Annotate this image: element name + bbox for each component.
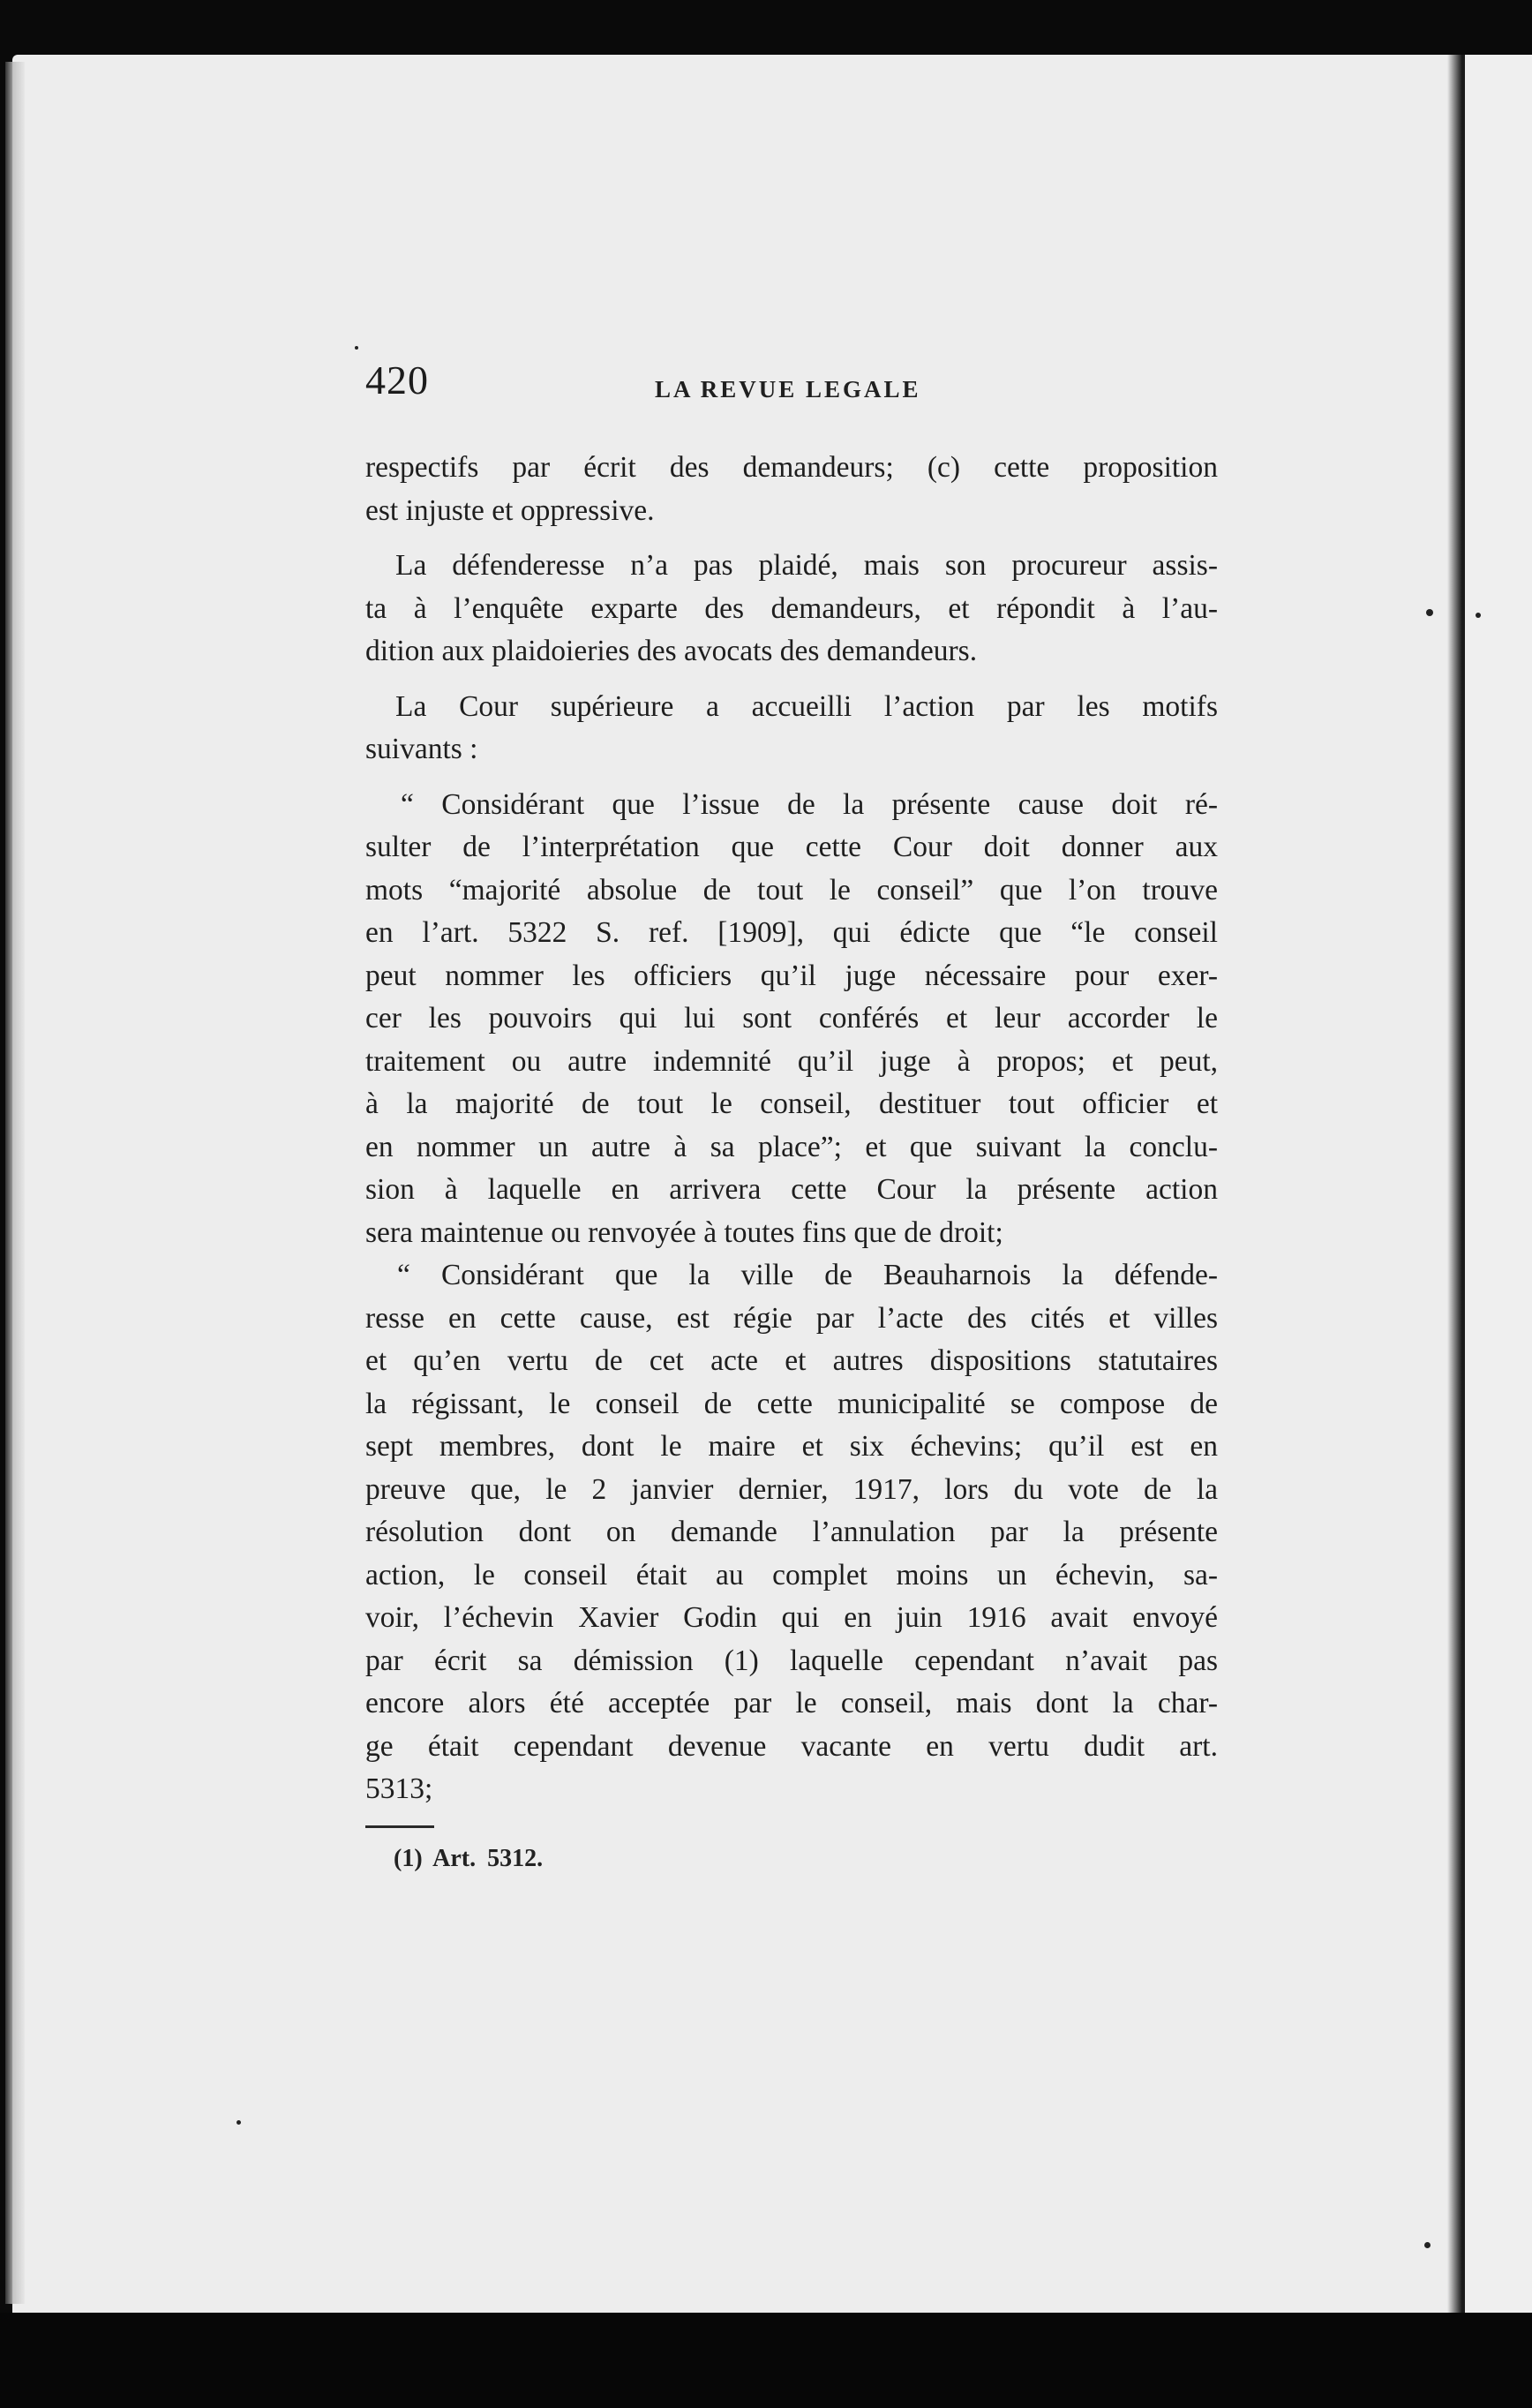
text-line: la régissant, le conseil de cette municipalité se compose de xyxy=(365,1387,1218,1420)
text-line: résolution dont on demande l’annulation par la présente xyxy=(365,1516,1218,1548)
text-line: “ Considérant que l’issue de la présente cause doit ré- xyxy=(401,787,1218,821)
paragraph xyxy=(365,784,1218,1255)
text-line: ta à l’enquête exparte des demandeurs, et répondit à l’au- xyxy=(365,591,1218,625)
text-line: peut nommer les officiers qu’il juge nécessaire pour exer- xyxy=(365,959,1218,992)
text-line: preuve que, le 2 janvier dernier, 1917, lors du vote de la xyxy=(365,1472,1218,1506)
text-line: traitement ou autre indemnité qu’il juge à propos; et peut, xyxy=(365,1044,1218,1078)
text-line: sion à laquelle en arrivera cette Cour la présente action xyxy=(365,1173,1218,1206)
paragraph xyxy=(365,447,1218,532)
text-line: est injuste et oppressive. xyxy=(365,493,655,527)
text-line: resse en cette cause, est régie par l’acte des cités et villes xyxy=(365,1301,1218,1335)
paragraph xyxy=(365,1254,1218,1811)
text-line: La défenderesse n’a pas plaidé, mais son procureur assis- xyxy=(395,549,1218,582)
text-line: “ Considérant que la ville de Beauharnois la défende- xyxy=(397,1259,1218,1291)
scan-bottom-border xyxy=(0,2313,1532,2408)
scan-speck xyxy=(1426,609,1433,616)
paragraph xyxy=(365,545,1218,673)
text-line: dition aux plaidoieries des avocats des demandeurs. xyxy=(365,635,978,667)
text-line: par écrit sa démission (1) laquelle cependant n’avait pas xyxy=(365,1644,1218,1677)
text-line: sept membres, dont le maire et six échevins; qu’il est en xyxy=(365,1430,1218,1463)
text-line: ge était cependant devenue vacante en vertu dudit art. xyxy=(365,1729,1218,1763)
page-left-edge xyxy=(5,62,25,2304)
scan-speck xyxy=(355,346,358,350)
scan-speck xyxy=(1424,2242,1431,2248)
body-text xyxy=(365,447,1218,1811)
footnote-rule xyxy=(365,1825,434,1828)
text-line: mots “majorité absolue de tout le conseil” que l’on trouve xyxy=(365,873,1218,907)
running-head: LA REVUE LEGALE xyxy=(655,376,921,403)
text-line: en nommer un autre à sa place”; et que suivant la conclu- xyxy=(365,1130,1218,1163)
text-line: La Cour supérieure a accueilli l’action par les motifs xyxy=(395,689,1218,723)
text-line: sera maintenue ou renvoyée à toutes fins que de droit; xyxy=(365,1215,1003,1249)
next-page-strip xyxy=(1465,55,1532,2314)
text-line: action, le conseil était au complet moins un échevin, sa- xyxy=(365,1558,1218,1592)
page-number: 420 xyxy=(365,357,429,403)
text-line: suivants : xyxy=(365,733,478,765)
text-line: et qu’en vertu de cet acte et autres dispositions statutaires xyxy=(365,1344,1218,1377)
text-line: cer les pouvoirs qui lui sont conférés et leur accorder le xyxy=(365,1002,1218,1035)
text-line: à la majorité de tout le conseil, destituer tout officier et xyxy=(365,1087,1218,1120)
scan-speck xyxy=(237,2120,241,2125)
scan-speck xyxy=(1476,613,1481,618)
paragraph xyxy=(365,686,1218,771)
text-line: encore alors été acceptée par le conseil, mais dont la char- xyxy=(365,1687,1218,1719)
text-line: respectifs par écrit des demandeurs; (c) cette proposition xyxy=(365,451,1218,484)
text-line: voir, l’échevin Xavier Godin qui en juin 1916 avait envoyé xyxy=(365,1601,1218,1634)
footnote: (1) Art. 5312. xyxy=(394,1845,544,1872)
text-line: en l’art. 5322 S. ref. [1909], qui édicte que “le conseil xyxy=(365,916,1218,949)
text-line: 5313; xyxy=(365,1772,433,1805)
text-line: sulter de l’interprétation que cette Cour doit donner aux xyxy=(365,831,1218,863)
